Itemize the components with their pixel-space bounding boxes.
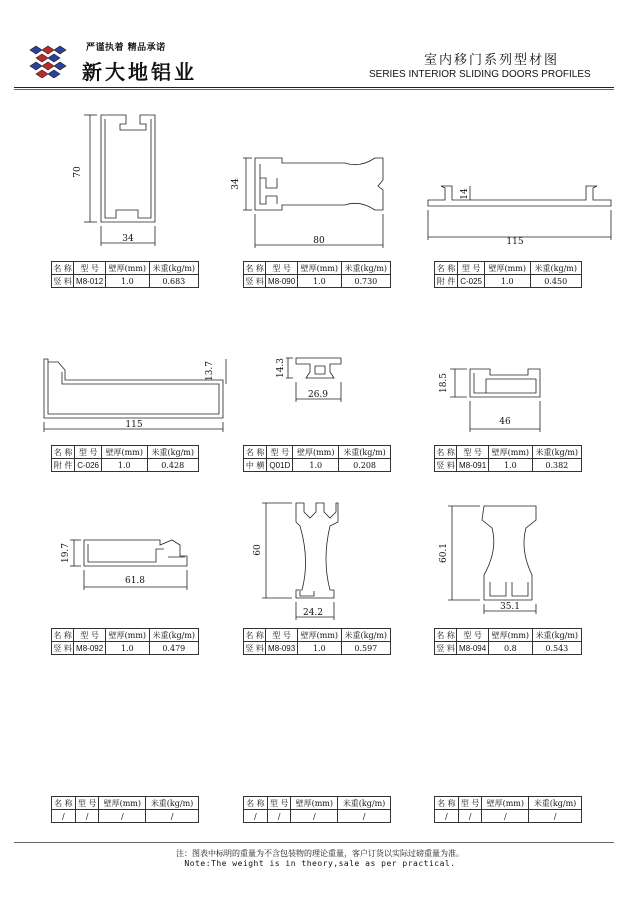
profile-m8-094-drawing [448,506,536,614]
profile-m8-093-drawing [262,503,338,620]
cell-name: 附 件 [435,275,458,288]
header-thickness: 壁厚(mm) [106,629,150,642]
cell-weight: / [146,810,199,823]
cell-thickness: 1.0 [298,642,342,655]
header-thickness: 壁厚(mm) [293,446,339,459]
header-thickness: 壁厚(mm) [485,262,530,275]
cell-model: M8-094 [457,642,489,655]
header-weight: 米重(kg/m) [532,446,581,459]
profile-m8-090-drawing [243,158,383,248]
cell-weight: 0.382 [532,459,581,472]
cell-name: / [52,810,76,823]
header-weight: 米重(kg/m) [530,262,582,275]
cell-name: / [435,810,459,823]
header-name: 名 称 [435,797,459,810]
cell-weight: 0.543 [532,642,581,655]
header-name: 名 称 [53,630,72,640]
cell-model: M8-012 [74,275,106,288]
cell-thickness: 1.0 [489,459,533,472]
cell-model: M8-093 [266,642,298,655]
page-title-en: SERIES INTERIOR SLIDING DOORS PROFILES [369,69,591,80]
header-thickness: 壁厚(mm) [489,629,533,642]
spec-table-empty-3 [434,796,582,823]
cell-name: 竖 料 [436,460,455,470]
cell-weight: 0.597 [341,642,390,655]
header-weight: 米重(kg/m) [341,262,390,275]
cell-thickness: 0.8 [489,642,533,655]
spec-table-c-025 [434,261,582,288]
header-model: 型 号 [74,262,106,275]
spec-table-m8-091 [434,445,582,472]
cell-thickness: 1.0 [293,459,339,472]
cell-model: / [75,810,99,823]
cell-thickness: / [291,810,338,823]
profile-m8-091-drawing [450,369,540,432]
cell-model: / [267,810,291,823]
header-thickness: 壁厚(mm) [291,797,338,810]
dim-c-025-height: 14 [460,188,470,200]
spec-table-m8-012 [51,261,199,288]
header-name: 名 称 [245,630,264,640]
header-model: 型 号 [457,629,489,642]
dim-m8-094-height: 60.1 [439,542,449,564]
cell-thickness: / [99,810,146,823]
cell-name: / [244,810,268,823]
profile-c-025-drawing [428,186,611,240]
header-model: 型 号 [74,629,106,642]
header-weight: 米重(kg/m) [149,262,198,275]
cell-weight: 0.730 [341,275,390,288]
cell-name: 竖 料 [436,643,455,653]
dim-c-026-width: 115 [125,420,143,430]
cell-thickness: 1.0 [298,275,342,288]
cell-name: 中 横 [244,459,267,472]
cell-thickness: 1.0 [106,642,150,655]
header-weight: 米重(kg/m) [532,629,581,642]
footer-divider [14,842,614,843]
header-model: 型 号 [458,262,485,275]
spec-table-c-026 [51,445,199,472]
header-thickness: 壁厚(mm) [482,797,529,810]
company-slogan: 严谨执着 精品承诺 [86,43,166,53]
cell-weight: / [529,810,582,823]
header-thickness: 壁厚(mm) [99,797,146,810]
cell-model: M8-090 [266,275,298,288]
cell-model: M8-092 [74,642,106,655]
cell-thickness: 1.0 [106,275,150,288]
header-name: 名 称 [53,263,72,273]
dim-m8-091-height: 18.5 [439,372,449,394]
dim-m8-091-width: 46 [499,417,511,427]
header-weight: 米重(kg/m) [147,446,199,459]
header-model: 型 号 [458,797,482,810]
cell-thickness: 1.0 [102,459,147,472]
footer-note-en: Note:The weight is in theory,sale as per practical. [184,859,456,868]
header-thickness: 壁厚(mm) [298,629,342,642]
dim-m8-012-width: 34 [122,234,134,244]
header-name: 名 称 [244,797,268,810]
dim-m8-090-width: 80 [313,236,325,246]
header-weight: 米重(kg/m) [338,797,391,810]
page-title-cn: 室内移门系列型材图 [424,53,560,68]
dim-m8-093-height: 60 [253,544,263,556]
header-weight: 米重(kg/m) [341,629,390,642]
header-model: 型 号 [266,262,298,275]
cell-weight: 0.428 [147,459,199,472]
header-name: 名 称 [435,262,458,275]
header-model: 型 号 [266,629,298,642]
header-model: 型 号 [267,446,293,459]
cell-thickness: 1.0 [485,275,530,288]
cell-weight: 0.479 [149,642,198,655]
dim-m8-092-height: 19.7 [61,542,71,564]
header-weight: 米重(kg/m) [339,446,391,459]
cell-name: 附 件 [52,459,75,472]
header-model: 型 号 [457,446,489,459]
cell-thickness: / [482,810,529,823]
header-thickness: 壁厚(mm) [102,446,147,459]
header-name: 名 称 [52,797,76,810]
spec-table-m8-090 [243,261,391,288]
header-name: 名 称 [245,263,264,273]
dim-q01d-width: 26.9 [307,390,329,400]
cell-name: 竖 料 [53,643,72,653]
cell-name: 竖 料 [245,643,264,653]
dim-q01d-height: 14.3 [276,357,286,379]
header-thickness: 壁厚(mm) [298,262,342,275]
dim-c-026-height: 13.7 [205,360,215,382]
header-name: 名 称 [436,630,455,640]
header-model: 型 号 [75,797,99,810]
cell-model: C-025 [458,275,485,288]
spec-table-q01d [243,445,391,472]
footer-note-cn: 注：图表中标明的重量为不含包装物的理论重量，客户订货以实际过磅重量为准。 [176,849,464,858]
company-name: 新大地铝业 [82,60,197,84]
header-name: 名 称 [52,446,75,459]
cell-model: / [458,810,482,823]
dim-m8-093-width: 24.2 [302,608,324,618]
header-thickness: 壁厚(mm) [489,446,533,459]
dim-m8-092-width: 61.8 [124,576,146,586]
cell-model: Q01D [267,459,293,472]
header-weight: 米重(kg/m) [149,629,198,642]
cell-weight: 0.450 [530,275,582,288]
cell-weight: 0.683 [149,275,198,288]
cell-name: 竖 料 [245,276,264,286]
header-name: 名 称 [436,447,455,457]
spec-table-m8-092 [51,628,199,655]
dim-m8-094-width: 35.1 [499,602,521,612]
profile-m8-012-drawing [84,115,155,246]
cell-weight: 0.208 [339,459,391,472]
cell-weight: / [338,810,391,823]
spec-table-m8-094 [434,628,582,655]
cell-model: M8-091 [457,459,489,472]
dim-c-025-width: 115 [506,237,524,247]
header-thickness: 壁厚(mm) [106,262,150,275]
cell-name: 竖 料 [53,276,72,286]
spec-table-m8-093 [243,628,391,655]
header-model: 型 号 [267,797,291,810]
spec-table-empty-1 [51,796,199,823]
header-weight: 米重(kg/m) [146,797,199,810]
dim-m8-012-height: 70 [73,166,83,178]
header-weight: 米重(kg/m) [529,797,582,810]
dim-m8-090-height: 34 [231,178,241,190]
cell-model: C-026 [75,459,102,472]
header-model: 型 号 [75,446,102,459]
spec-table-empty-2 [243,796,391,823]
header-name: 名 称 [244,446,267,459]
